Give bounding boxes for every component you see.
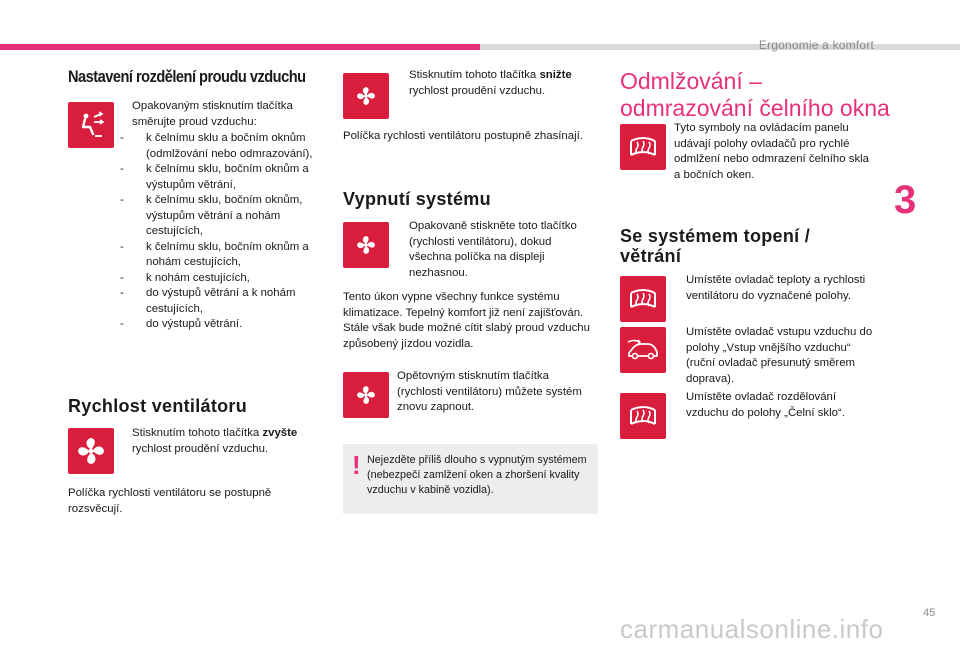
fan-large-icon: [68, 428, 114, 474]
warning-note: [343, 444, 598, 514]
defrost-intro: Tyto symboly na ovládacím panelu udávají polohy ovladačů pro rychlé odmlžení nebo odmrazení čelního skla a bočních oken.: [674, 122, 870, 181]
header-accent-bar: [0, 44, 480, 50]
chapter-number: 3: [894, 178, 917, 222]
windscreen-defrost-icon-2: [620, 276, 666, 322]
list-item: - do výstupů větrání.: [120, 318, 243, 330]
airflow-distribution-icon: [68, 102, 114, 148]
system-off-heading: Vypnutí systému: [343, 189, 491, 209]
section-title: Ergonomie a komfort: [758, 38, 874, 52]
airflow-intro: Opakovaným stisknutím tlačítka směrujte proud vzduchu:: [132, 100, 293, 128]
fan-down-note: Políčka rychlosti ventilátoru postupně zhasínají.: [343, 130, 583, 142]
heating-heading: Se systémem topení / větrání: [620, 226, 811, 266]
heating-step-1: Umístěte ovladač teploty a rychlosti ventilátoru do vyznačené polohy.: [686, 274, 866, 302]
defrost-heading: Odmlžování – odmrazování čelního okna: [620, 68, 890, 121]
list-item: - k nohám cestujících,: [120, 271, 250, 284]
fan-up-instruction: Stisknutím tohoto tlačítka zvyšte rychlost proudění vzduchu.: [132, 427, 298, 455]
page-number: 45: [923, 607, 936, 619]
warning-icon: !: [352, 450, 361, 480]
airflow-heading: Nastavení rozdělení proudu vzduchu: [68, 67, 306, 86]
list-item: - k čelnímu sklu, bočním oknům a nohám cestujících,: [120, 240, 309, 268]
header-grey-bar: [480, 44, 960, 50]
fan-small-icon-restart: [343, 372, 389, 418]
outside-air-intake-icon: [620, 327, 666, 373]
list-item: - do výstupů větrání a k nohám cestujících,: [120, 287, 296, 315]
system-off-instruction: Opakovaně stiskněte toto tlačítko (rychlosti ventilátoru), dokud všechna políčka na displeji nezhasnou.: [409, 220, 577, 279]
watermark: carmanualsonline.info: [620, 614, 884, 644]
airflow-options: [120, 131, 320, 333]
windscreen-defrost-icon-3: [620, 393, 666, 439]
heating-step-2: Umístěte ovladač vstupu vzduchu do polohy „Vstup vnějšího vzduchu“ (ruční ovladač přesunutý směrem doprava).: [686, 326, 873, 385]
warning-text: Nejezděte příliš dlouho s vypnutým systémem (nebezpečí zamlžení oken a zhoršení kvality vzduchu v kabině vozidla).: [367, 454, 587, 496]
list-item: - k čelnímu sklu, bočním oknům a výstupům větrání,: [120, 163, 309, 191]
airflow-block: [120, 99, 320, 130]
list-item: - k čelnímu sklu a bočním oknům (odmlžování nebo odmrazování),: [120, 132, 313, 160]
fan-small-icon-off: [343, 222, 389, 268]
heating-step-3: Umístěte ovladač rozdělování vzduchu do polohy „Čelní sklo“.: [686, 391, 845, 419]
restart-text: Opětovným stisknutím tlačítka (rychlosti ventilátoru) můžete systém znovu zapnout.: [397, 370, 582, 413]
windscreen-defrost-icon: [620, 124, 666, 170]
fan-small-icon: [343, 73, 389, 119]
list-item: - k čelnímu sklu, bočním oknům, výstupům větrání a nohám cestujících,: [120, 194, 303, 237]
fan-up-note: Políčka rychlosti ventilátoru se postupně rozsvěcují.: [68, 487, 272, 515]
system-off-consequence: Tento úkon vypne všechny funkce systému klimatizace. Tepelný komfort již není zajišťován. Stále však bude možné cítit slabý proud vzduchu způsobený jízdou vozidla.: [343, 291, 590, 350]
fan-down-instruction: Stisknutím tohoto tlačítka snižte rychlost proudění vzduchu.: [409, 69, 572, 97]
fan-speed-heading: Rychlost ventilátoru: [68, 396, 248, 416]
